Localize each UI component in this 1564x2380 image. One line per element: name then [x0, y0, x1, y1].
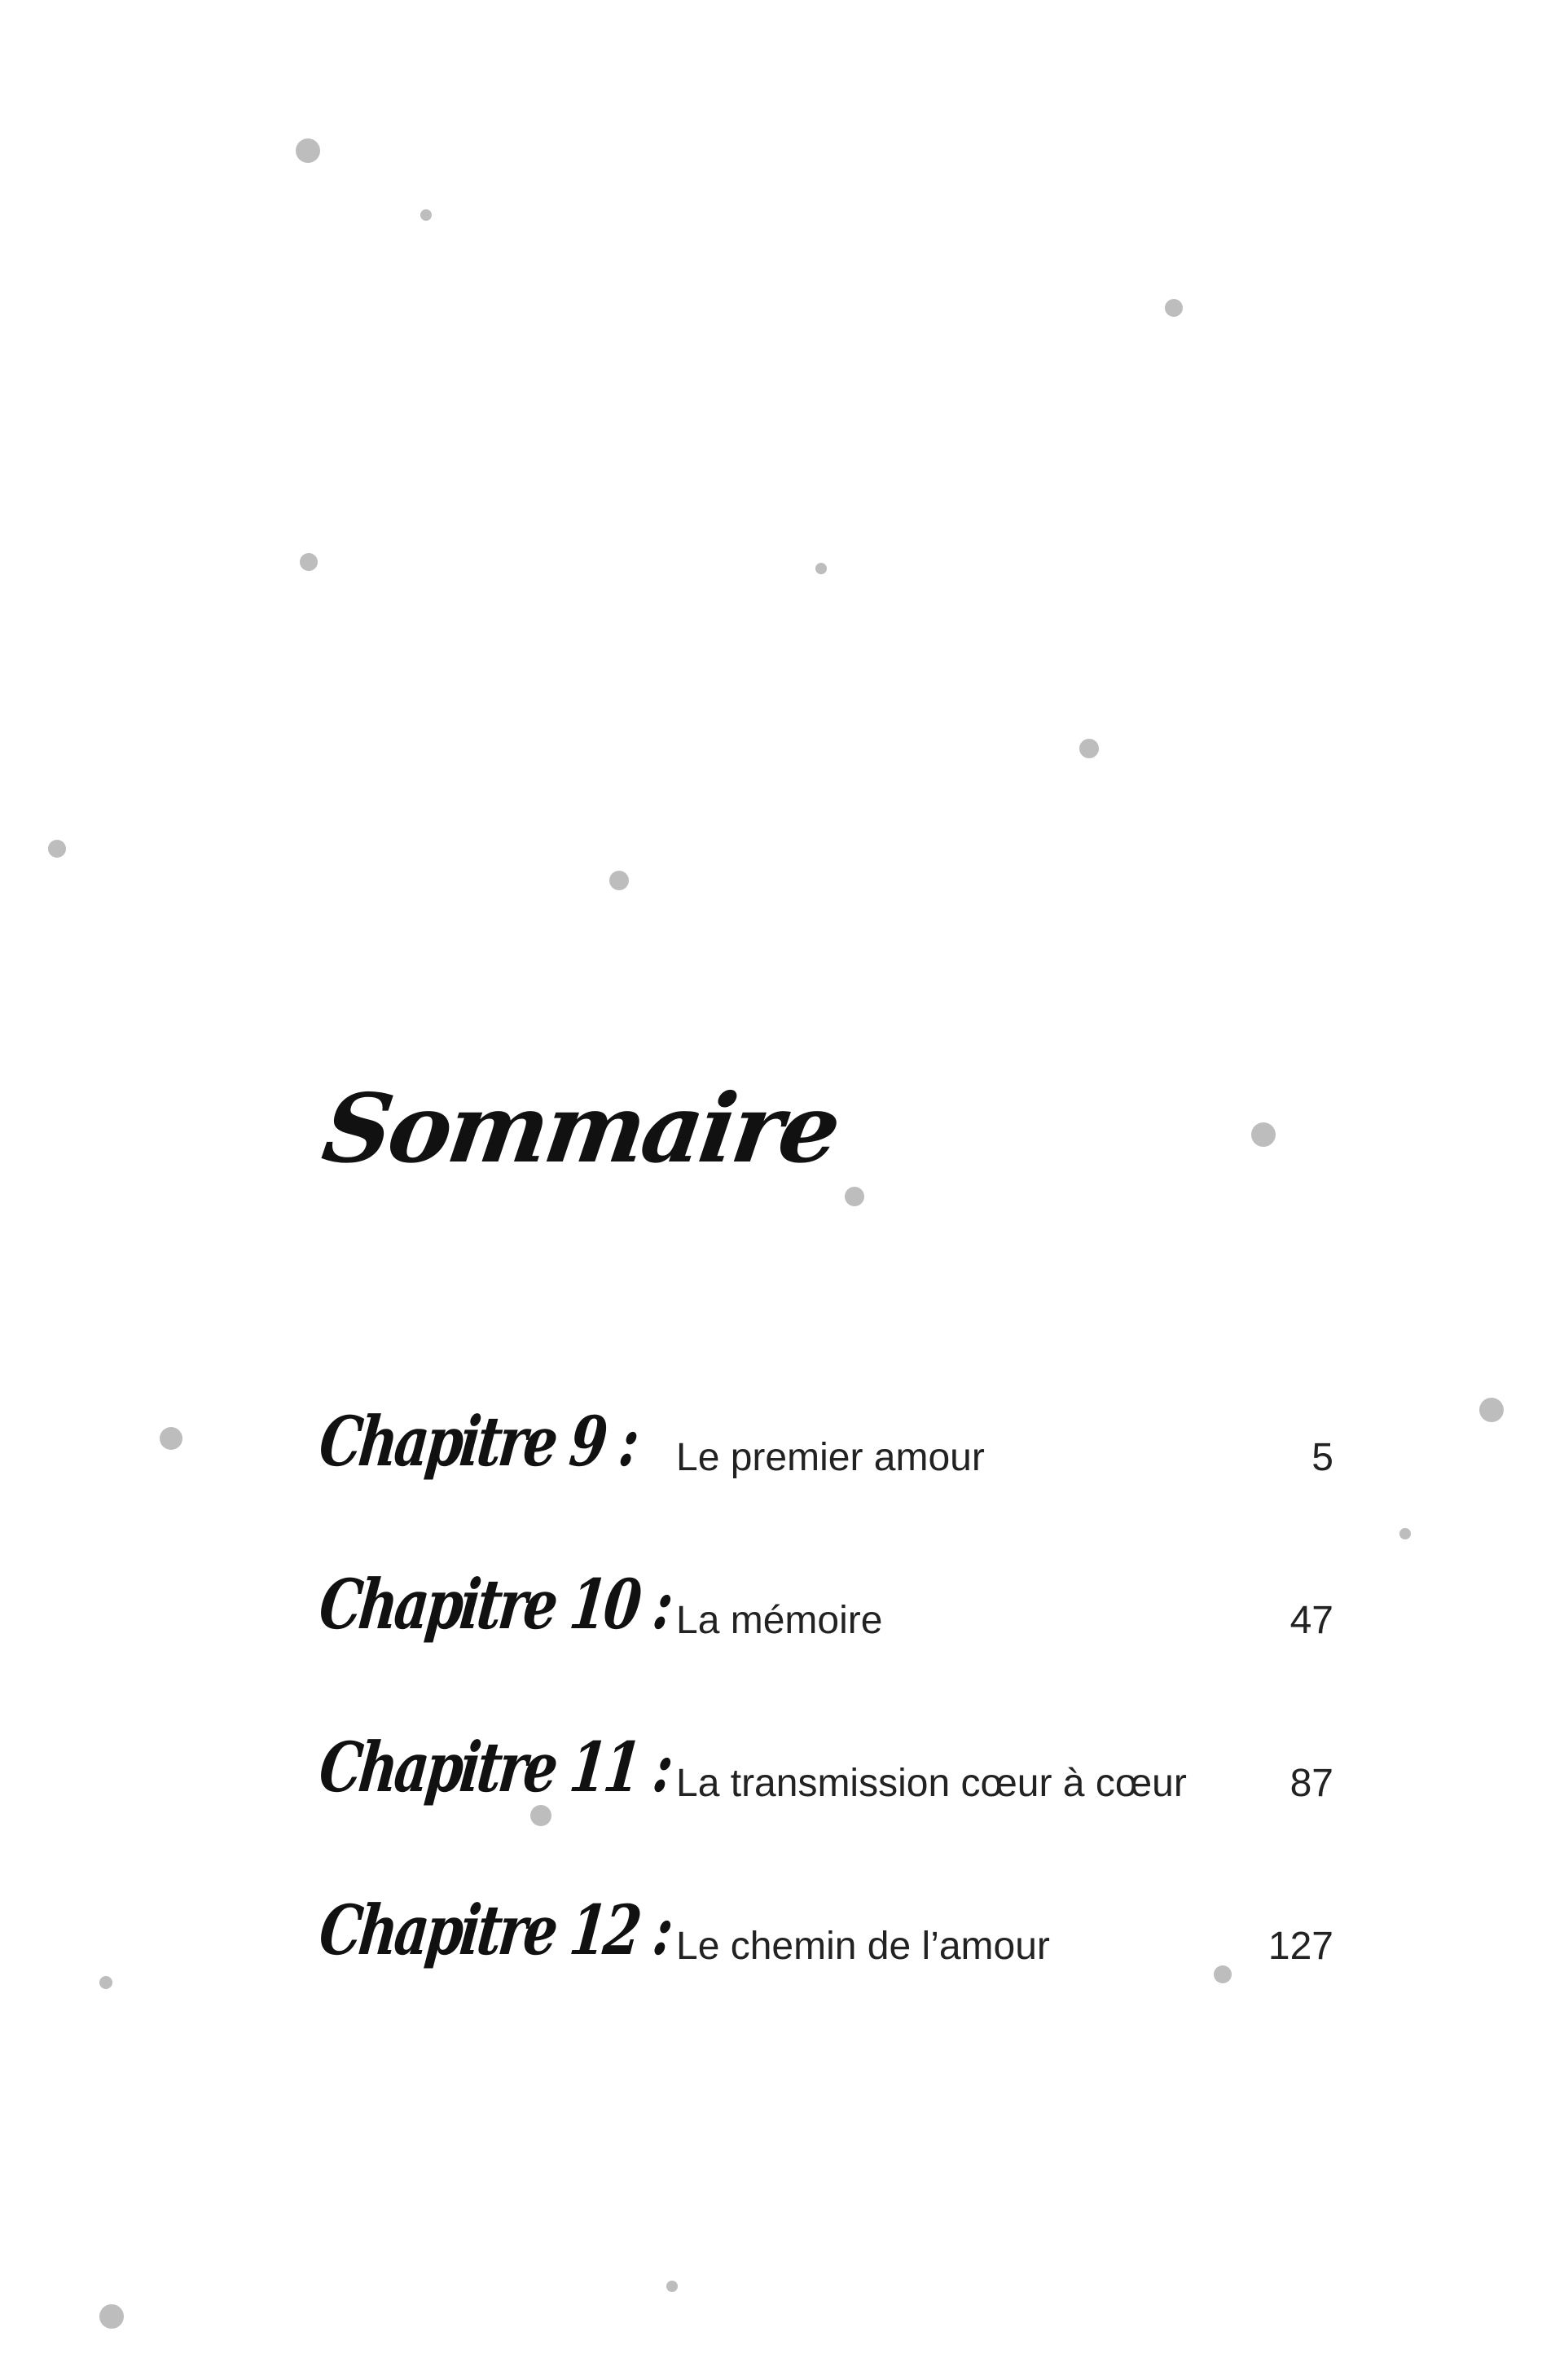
toc-chapter-title: La mémoire — [676, 1599, 883, 1642]
decorative-dot — [420, 209, 432, 221]
toc-page-number: 5 — [1311, 1436, 1333, 1479]
toc-chapter-title: Le chemin de l’amour — [676, 1925, 1050, 1968]
toc-page-number: 87 — [1289, 1762, 1333, 1805]
toc-entry — [0, 1564, 1564, 1694]
decorative-dot — [296, 138, 320, 163]
toc-entry — [0, 1401, 1564, 1531]
decorative-dot — [99, 2304, 124, 2329]
toc-chapter-label: Chapitre 9 : — [315, 1401, 641, 1482]
decorative-dot — [1165, 299, 1183, 317]
decorative-dot — [48, 840, 66, 858]
decorative-dot — [1079, 739, 1099, 758]
decorative-dot — [666, 2281, 678, 2292]
page-title: Sommaire — [316, 1074, 845, 1184]
decorative-dot — [845, 1187, 864, 1206]
toc-entry — [0, 1890, 1564, 2020]
decorative-dot — [300, 553, 318, 571]
toc-chapter-title: La transmission cœur à cœur — [676, 1762, 1187, 1805]
decorative-dot — [815, 563, 827, 574]
toc-entry — [0, 1727, 1564, 1857]
toc-chapter-label: Chapitre 12 : — [315, 1890, 674, 1970]
toc-chapter-label: Chapitre 11 : — [315, 1727, 674, 1807]
toc-page-number: 47 — [1289, 1599, 1333, 1642]
toc-chapter-label: Chapitre 10 : — [315, 1564, 674, 1644]
toc-page-number: 127 — [1267, 1925, 1333, 1968]
decorative-dot — [609, 871, 629, 890]
decorative-dot — [1251, 1122, 1276, 1147]
toc-chapter-title: Le premier amour — [676, 1436, 985, 1479]
